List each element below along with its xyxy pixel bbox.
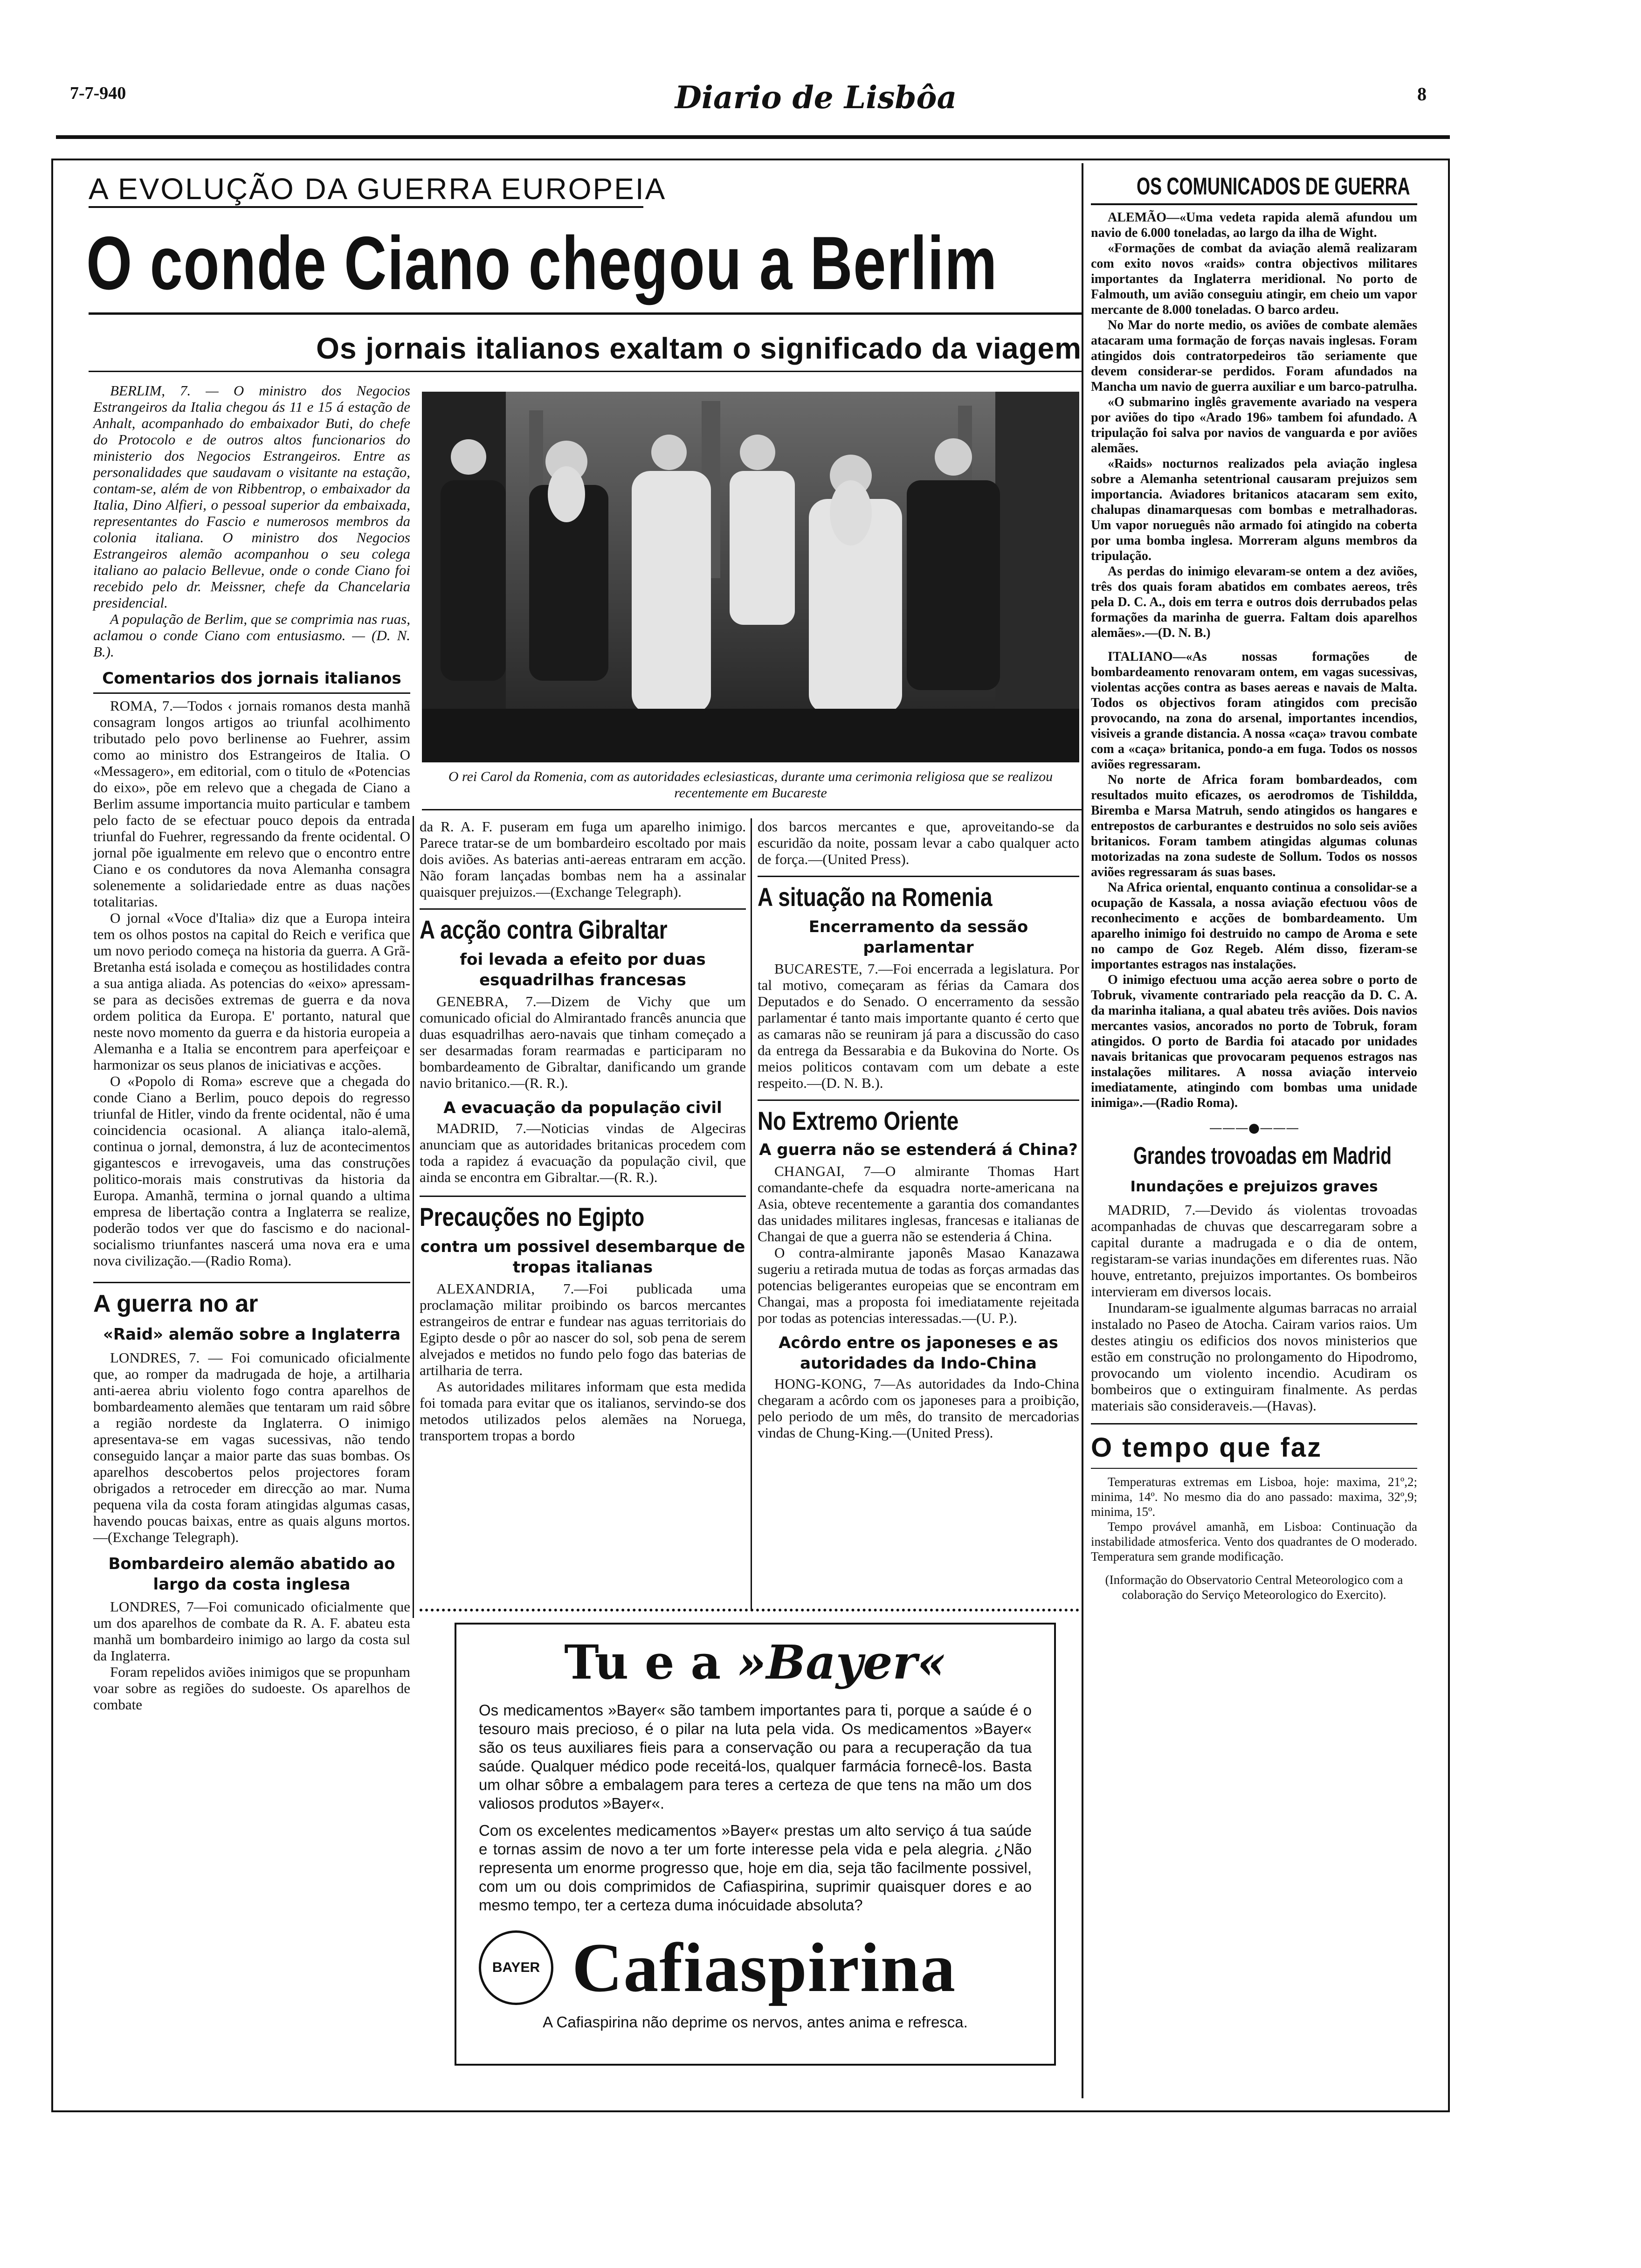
ad-product-name: Cafiaspirina <box>572 1929 957 2006</box>
comments-paragraph-3: O «Popolo di Roma» escreve que a chegada do conde Ciano a Berlim, pouco depois do regresso triunfal de Hitler, vindo da frente ocidental, não é uma coincidencia ocasional. A aliança italo-alemã, continua o jornal, demonstra, á luz de acontecimentos gigantescos e irrevogaveis, uma das construções politico-morais mais construtivas da historia da Europa. Amanhã, termina o jornal quando a ultima empresa de libertação contra a Inglaterra se realize, poderão todos ver que do fascismo e do nacional-socialismo triunfantes nascerá uma nova era e uma nova civilização.—(Radio Roma). <box>93 1073 410 1269</box>
italiano-paragraph-2: No norte de Africa foram bombardeados, com resultados muito eficazes, os aerodromos de Tishildda, Biremba e Marsa Matruh, sendo atingidos os hangares e entrepostos de carburantes e destruidos no solo seis aviões britanicos. Foram tambem atingidas algumas colunas motorizadas na zona sudeste de Sollum. Todos os nossos aviões regressaram ás suas bases. <box>1091 773 1417 879</box>
photo <box>422 392 1079 762</box>
madrid-paragraph-1: MADRID, 7.—Devido ás violentas trovoadas acompanhadas de chuvas que descarregaram sobre a capital durante a madrugada e o dia de ontem, registaram-se varias inundações em diferentes ruas. Não houve, entretanto, prejuizos importantes. Os bombeiros intervieram em diversos locais. <box>1091 1202 1417 1300</box>
page-number: 8 <box>1417 83 1427 104</box>
guerra-ar-continuation: da R. A. F. puseram em fuga um aparelho inimigo. Parece tratar-se de um bombardeiro escoltado por mais dois aviões. As baterias anti-aereas entraram em acção. Não foram lançadas bombas nem ha a assinalar quaisquer prejuizos.—(Exchange Telegraph). <box>420 818 746 900</box>
tempo-title: O tempo que faz <box>1091 1432 1323 1463</box>
subhead-rule <box>89 371 1082 372</box>
egipto-rule <box>420 1196 746 1197</box>
oriente-paragraph-2: O contra-almirante japonês Masao Kanazawa sugeriu a retirada mutua de todas as forças armadas das potencias beligerantes europeias que se encontram em Changai, mas a proposta foi imediatamente rejeitada por todas as potencias interessadas.—(U. P.). <box>758 1245 1079 1326</box>
gibraltar-rule <box>420 908 746 910</box>
italiano-paragraph-3: Na Africa oriental, enquanto continua a consolidar-se a ocupação de Kassala, a nossa aviação efectuou vôos de reconhecimento e acções de bombardeamento. Um aparelho inimigo foi destruido no campo de Aroma e sete no campo de Goz Regeb. Além disso, fizeram-se importantes estragos nas instalações. <box>1091 880 1417 972</box>
gibraltar-paragraph-2: MADRID, 7.—Noticias vindas de Algeciras anunciam que as autoridades britanicas procedem com toda a rapidez á evacuação da população civil, que ainda se encontra em Gibraltar.—(R. R.). <box>420 1120 746 1185</box>
photo-caption: O rei Carol da Romenia, com as autoridades eclesiasticas, durante uma cerimonia religiosa que se realizou recentemente em Bucareste <box>448 769 1053 801</box>
italiano-paragraph-4: O inimigo efectuou uma acção aerea sobre o porto de Tobruk, vivamente contrariado pela reacção da D. C. A. da marinha italiana, a qual abateu três aviões. Dois navios mercantes vasios, ancorados no porto de Tobruk, foram atingidos. O porto de Bardia foi atacado por unidades navais britanicas que provocaram pequenos estragos nas instalações militares. A nossa aviação interveio imediatamente, atingindo com bombas uma unidade inimiga».—(Radio Roma). <box>1091 973 1417 1110</box>
guerra-ar-paragraph-2: LONDRES, 7—Foi comunicado oficialmente que um dos aparelhos de combate da R. A. F. abateu esta manhã um bombardeiro inimigo ao largo da costa sul da Inglaterra. <box>93 1598 410 1664</box>
bayer-logo-text: BAYER <box>492 1960 540 1975</box>
masthead-title: Diario de Lisbôa <box>675 79 957 116</box>
ad-headline-brand: »Bayer« <box>737 1635 946 1690</box>
oriente-rule <box>758 1099 1079 1101</box>
alemao-text-1: —«Uma vedeta rapida alemã afundou um navio de 6.000 toneladas, ao largo da ilha de Wight. <box>1091 210 1417 240</box>
guerra-ar-title: A guerra no ar <box>93 1290 258 1317</box>
col2-separator <box>751 818 752 1611</box>
alemao-paragraph-4: «O submarino inglês gravemente avariado na vespera por aviões do tipo «Arado 196» tambem foi afundado. A tripulação foi salva por navios de vanguarda e por aviões alemães. <box>1091 395 1417 456</box>
comments-paragraph-2: O jornal «Voce d'Italia» diz que a Europa inteira tem os olhos postos na capital do Reich e verifica que um novo periodo começa na historia da guerra. A Grã-Bretanha está isolada e começou as hostilidades contra a sua antiga aliada. As potencias do «eixo» apressam-se para as decisões extremas de guerra e da nova ordem politica da Europa. E' portanto, natural que neste novo momento da guerra e da historia europeia a Alemanha e a Italia se encontrem para aperfeiçoar e harmonizar os seus planos de iniciativas e acções. <box>93 910 410 1073</box>
ad-paragraph-2: Com os excelentes medicamentos »Bayer« prestas um alto serviço á tua saúde e tornas assim de novo a ter um forte interesse pela vida e pela alegria. ¿Não representa um enorme progresso que, hoje em dia, seja tão facilmente possivel, com um ou dois comprimidos de Cafiaspirina, suprimir quaisquer dores e ao mesmo tempo, ter a certeza duma inócuidade absoluta? <box>479 1822 1032 1914</box>
lead-paragraph-2: A população de Berlim, que se comprimia nas ruas, aclamou o conde Ciano com entusiasmo. — (D. N. B.). <box>93 611 410 660</box>
romenia-paragraph: BUCARESTE, 7.—Foi encerrada a legislatura. Por tal motivo, começaram as férias da Camara dos Deputados e do Senado. O encerramento da sessão parlamentar é tanto mais importante quanto é certo que as camaras não se reuniram já para a discussão do caso da entrega da Bessarabia e da Bukovina do Norte. Os meios politicos contavam com um debate a este respeito.—(D. N. B.). <box>758 961 1079 1091</box>
egipto-paragraph-1: ALEXANDRIA, 7.—Foi publicada uma proclamação militar proibindo os barcos mercantes estrangeiros de entrar e fundear nas aguas territoriais do Egipto desde o pôr ao nascer do sol, sob pena de serem alvejados e metidos no fundo pelo fogo das baterias de artilharia de terra. <box>420 1280 746 1378</box>
comments-rule <box>93 692 410 694</box>
egipto-sub: contra um possivel desembarque de tropas italianas <box>420 1238 745 1277</box>
alemao-paragraph-3: No Mar do norte medio, os aviões de combate alemães atacaram uma formação de forças navais inglesas. Foram atingidos dois contratorpedeiros tão seriamente que devem considerar-se perdidos. Foram afundados na Mancha um navio de guerra auxiliar e um barco-patrulha. <box>1091 318 1417 394</box>
italiano-paragraph-1 <box>1091 649 1417 772</box>
guerra-ar-rule <box>93 1282 410 1283</box>
guerra-ar-paragraph-3: Foram repelidos aviões inimigos que se propunham voar sobre as regiões do sudoeste. Os aparelhos de combate <box>93 1664 410 1713</box>
col1-separator <box>413 816 414 1618</box>
madrid-title: Grandes trovoadas em Madrid <box>1133 1142 1392 1169</box>
comments-title: Comentarios dos jornais italianos <box>102 669 401 688</box>
gibraltar-sub: foi levada a efeito por duas esquadrilhas francesas <box>460 950 706 989</box>
lead-column <box>93 382 410 1713</box>
ad-headline-pre: Tu e a <box>564 1635 721 1690</box>
gibraltar-sub2: A evacuação da população civil <box>443 1099 722 1117</box>
oriente-sub: A guerra não se estenderá á China? <box>759 1141 1078 1159</box>
alemao-paragraph-1 <box>1091 210 1417 241</box>
tempo-underline <box>1091 1468 1417 1469</box>
ad-headline <box>479 1637 1032 1688</box>
egipto-title: Precauções no Egipto <box>420 1202 645 1231</box>
gibraltar-title: A acção contra Gibraltar <box>420 915 668 944</box>
madrid-paragraph-2: Inundaram-se igualmente algumas barracas no arraial instalado no Paseo de Atocha. Cairam varios raios. Um destes atingiu os edificios dos novos ministerios que estão em construção no prolongamento do Hipodromo, provocando um violento incendio. Acudiram os bombeiros que o extinguiram finalmente. As perdas materiais são consideraveis.—(Havas). <box>1091 1300 1417 1414</box>
madrid-sub: Inundações e prejuizos graves <box>1130 1178 1378 1195</box>
ad-top-border <box>420 1609 1079 1617</box>
top-rule <box>56 135 1450 139</box>
kicker-underline <box>89 206 643 208</box>
guerra-ar-sub2: Bombardeiro alemão abatido ao largo da costa inglesa <box>108 1555 395 1594</box>
italiano-label: ITALIANO <box>1108 650 1173 664</box>
tempo-rule <box>1091 1423 1417 1424</box>
ad-tagline: A Cafiaspirina não deprime os nervos, antes anima e refresca. <box>543 2013 968 2031</box>
ad-logo-row <box>479 1930 1032 2005</box>
bayer-cross-logo <box>479 1930 553 2005</box>
oriente-paragraph-1: CHANGAI, 7—O almirante Thomas Hart comandante-chefe da esquadra norte-americana na Asia, obteve recentemente a garantia dos comandantes das unidades militares inglesas, francesas e italianas de Changai de que a guerra não se estenderia á China. <box>758 1163 1079 1245</box>
lead-paragraph: BERLIM, 7. — O ministro dos Negocios Estrangeiros da Italia chegou ás 11 e 15 á estação de Anhalt, acompanhado do embaixador Buti, do chefe do Protocolo e de outros altos funcionarios do ministerio dos Negocios Estrangeiros. Entre as personalidades que saudavam o visitante na estação, contam-se, além de von Ribbentrop, o embaixador da Italia, Dino Alfieri, o pessoal superior da embaixada, representantes do Fascio e numerosos membros da colonia italiana. O ministro dos Negocios Estrangeiros alemão acompanhou o seu colega italiano ao palacio Bellevue, onde o conde Ciano foi recebido pelo dr. Meissner, chefe da Chancelaria presidencial. <box>93 382 410 611</box>
tempo-paragraph-1: Temperaturas extremas em Lisboa, hoje: maxima, 21º,2; minima, 14º. No mesmo dia do ano passado: maxima, 32º,9; minima, 15º. <box>1091 1475 1417 1519</box>
main-headline: O conde Ciano chegou a Berlim <box>86 221 998 305</box>
issue-date: 7-7-940 <box>70 83 126 103</box>
comments-paragraph-1: ROMA, 7.—Todos ‹ jornais romanos desta manhã consagram longos artigos ao triunfal acolhimento tributado pelo povo berlinense ao Fuehrer, assim como ao ministro dos Estrangeiros de Italia. O «Messagero», em editorial, com o titulo de «Potencias do eixo», põe em relevo que a chegada de Ciano a Berlim assume importancia muito particular e tambem pelo facto de se efectuar pouco depois da entrada triunfal do Fuehrer, regressando da frente ocidental. O jornal põe igualmente em relevo que o encontro entre Ciano e os condutores da nova Alemanha consagra solenemente a solidariedade entre as duas nações totalitarias. <box>93 698 410 910</box>
madrid-separator: ———●——— <box>1209 1120 1299 1135</box>
tempo-paragraph-3: (Informação do Observatorio Central Meteorologico com a colaboração do Serviço Meteorologico do Exercito). <box>1105 1573 1403 1602</box>
alemao-label: ALEMÃO <box>1108 210 1166 225</box>
bayer-ad <box>455 1623 1056 2066</box>
column-2 <box>420 818 746 1444</box>
tempo-paragraph-2: Tempo provável amanhã, em Lisboa: Continuação da instabilidade atmosferica. Vento dos quadrantes de O moderado. Temperatura sem grande modificação. <box>1091 1520 1417 1563</box>
alemao-paragraph-5: «Raids» nocturnos realizados pela aviação inglesa sobre a Alemanha setentrional causaram prejuizos sem importancia. Aviadores britanicos atacaram sem exito, chalupas dinamarquesas com bombas e metralhadoras. Um vapor norueguês não armado foi atingido na coberta por uma bomba inglesa. Morreram alguns membros da tripulação. <box>1091 456 1417 563</box>
photo-illustration <box>422 392 1079 762</box>
caption-rule <box>422 809 1082 810</box>
romenia-sub: Encerramento da sessão parlamentar <box>808 918 1028 957</box>
column-3 <box>758 818 1079 1441</box>
comunicados-title: OS COMUNICADOS DE GUERRA <box>1137 173 1410 200</box>
oriente-sub2: Acôrdo entre os japoneses e as autoridades da Indo-China <box>779 1334 1058 1373</box>
egipto-paragraph-2: As autoridades militares informam que esta medida foi tomada para evitar que os italianos, servindo-se dos metodos utilizados pelos alemães na Noruega, transportem tropas a bordo <box>420 1378 746 1444</box>
column-separator <box>1082 163 1083 2098</box>
guerra-ar-sub1: «Raid» alemão sobre a Inglaterra <box>103 1325 401 1344</box>
romenia-rule <box>758 876 1079 877</box>
oriente-title: No Extremo Oriente <box>758 1106 959 1135</box>
comunicados-rule <box>1091 203 1417 205</box>
oriente-paragraph-3: HONG-KONG, 7—As autoridades da Indo-China chegaram a acôrdo com os japoneses para a proibição, pelo periodo de um mês, do transito de mercadorias vindas de Chung-King.—(United Press). <box>758 1376 1079 1441</box>
ad-paragraph-1: Os medicamentos »Bayer« são tambem importantes para ti, porque a saúde é o tesouro mais precioso, é o pilar na luta pela vida. Os medicamentos »Bayer« são os teus auxiliares fieis para a conservação ou para a recuperação da tua saúde. Qualquer médico pode receitá-los, qualquer farmácia fornecê-los. Basta um olhar sôbre a embalagem para teres a certeza de que tens na mão um dos valiosos produtos »Bayer«. <box>479 1701 1032 1812</box>
egipto-continuation: dos barcos mercantes e que, aproveitando-se da escuridão da noite, possam levar a cabo qualquer acto de força.—(United Press). <box>758 818 1079 867</box>
romenia-title: A situação na Romenia <box>758 882 993 912</box>
right-column <box>1091 173 1417 1602</box>
gibraltar-paragraph-1: GENEBRA, 7.—Dizem de Vichy que um comunicado oficial do Almirantado francês anuncia que duas esquadrilhas aero-navais que tinham começado a ser desarmadas foram rearmadas e participaram no bombardeamento de Gibraltar, danificando um grande navio britanico.—(R. R.). <box>420 993 746 1091</box>
section-kicker: A EVOLUÇÃO DA GUERRA EUROPEIA <box>89 172 667 206</box>
headline-rule <box>89 312 1082 315</box>
main-subhead: Os jornais italianos exaltam o significado da viagem <box>316 332 1082 365</box>
alemao-paragraph-2: «Formações de combat da aviação alemã realizaram com exito novos «raids» contra objectivos militares importantes da Inglaterra meridional. No porto de Falmouth, um avião conseguiu atingir, em cheio um vapor mercante de 8.000 toneladas. O barco ardeu. <box>1091 241 1417 317</box>
alemao-paragraph-6: As perdas do inimigo elevaram-se ontem a dez aviões, três dos quais foram abatidos em combates aereos, três pela D. C. A., dois em terra e outros dois derrubados pelas formações da marinha de guerra. Faltam dois aparelhos alemães».—(D. N. B.) <box>1091 564 1417 640</box>
italiano-text-1: —«As nossas formações de bombardeamento renovaram ontem, em vagas sucessivas, violentas acções contra as bases aereas e navais de Malta. Todos os objectivos foram atingidos com precisão provocando, na zona do arsenal, importantes incendios, visiveis a grande distancia. A nossa «caça» travou combate com a «caça» britanica, pondo-a em fuga. Todos os nossos aviões regressaram. <box>1091 650 1417 772</box>
guerra-ar-paragraph-1: LONDRES, 7. — Foi comunicado oficialmente que, ao romper da madrugada de hoje, a artilharia anti-aerea abriu violento fogo contra aparelhos de bombardeamento alemães que tentaram um raid sôbre a região nordeste da Inglaterra. O inimigo apresentava-se em vagas sucessivas, não tendo conseguido lançar a maior parte das suas bombas. Os aparelhos descobertos pelos projectores foram obrigados a retroceder em direcção ao mar. Numa pequena vila da costa foram atingidas algumas casas, havendo poucas baixas, entre as quais alguns mortos.—(Exchange Telegraph). <box>93 1349 410 1545</box>
